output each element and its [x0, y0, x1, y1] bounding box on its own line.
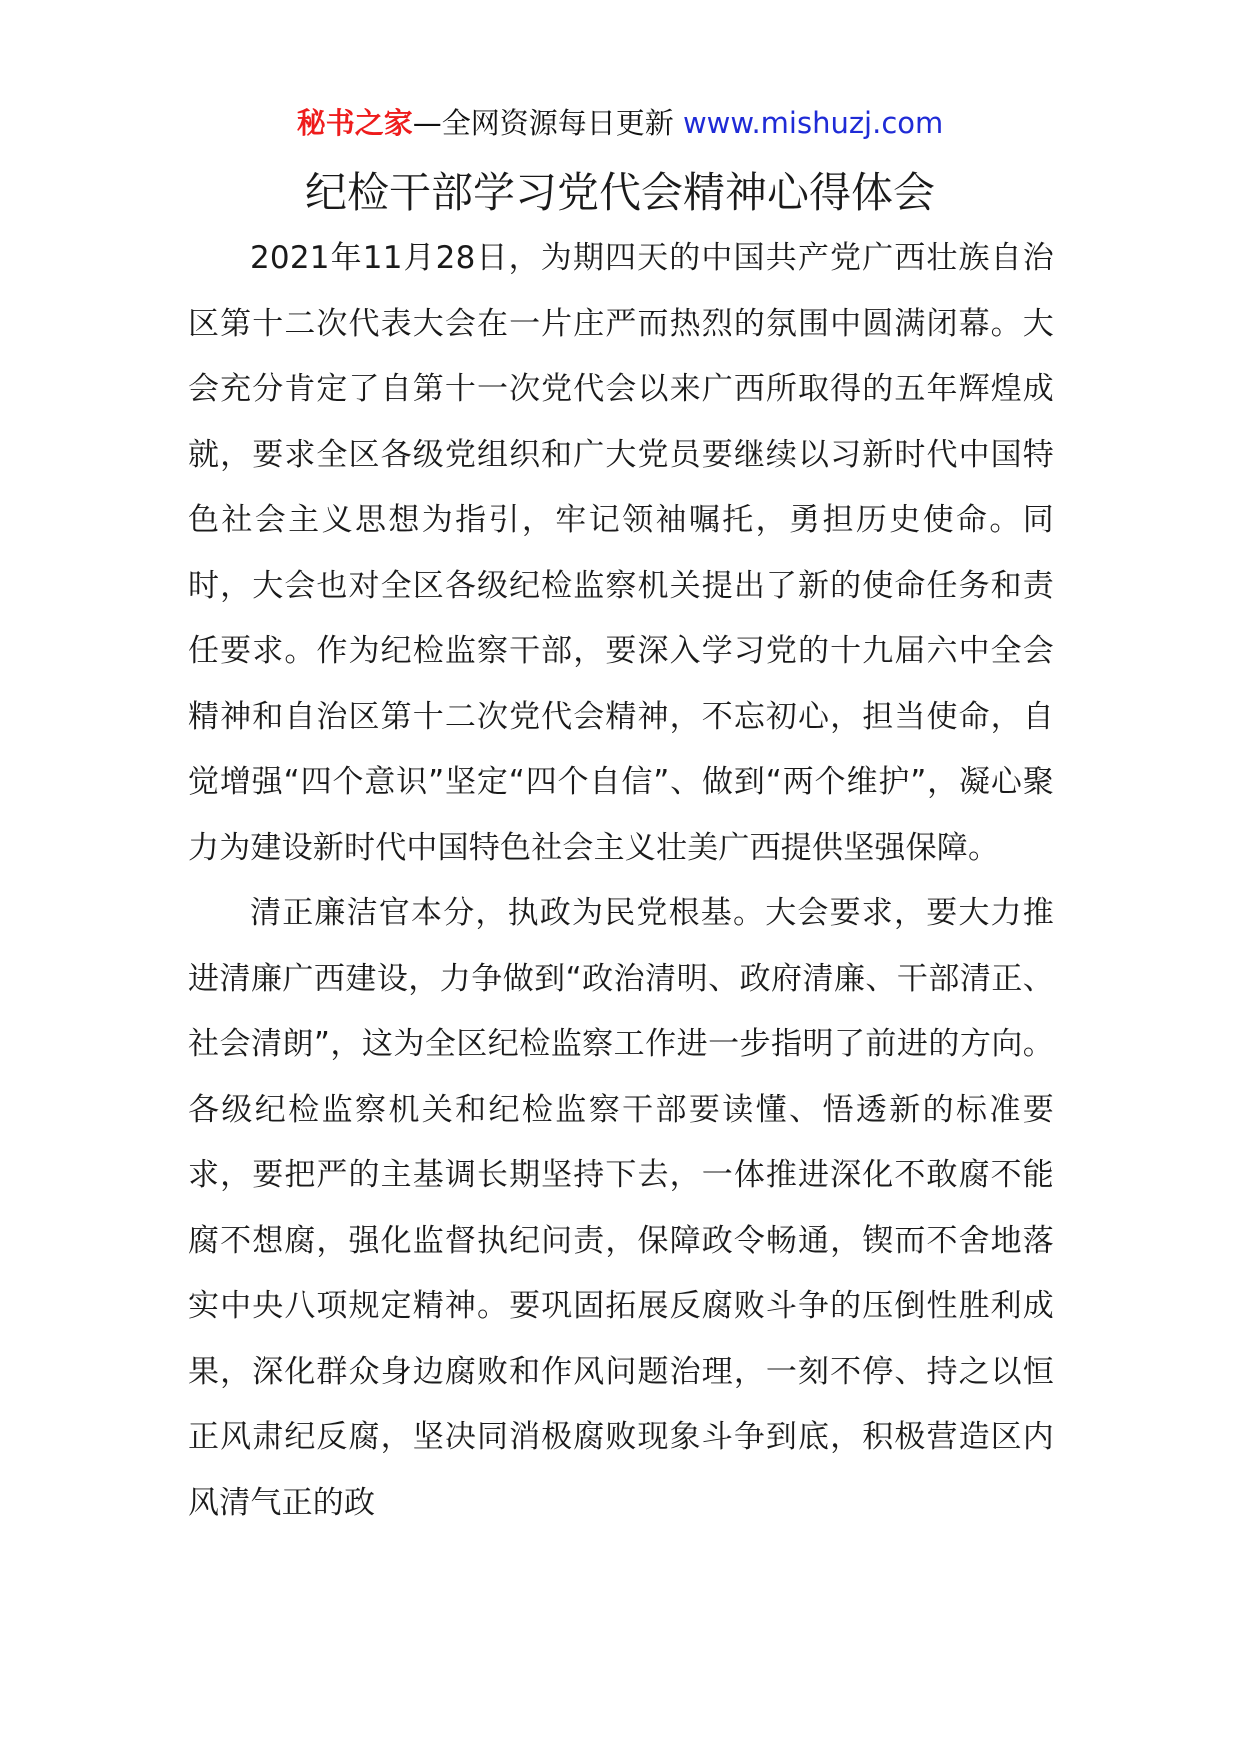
document-title: 纪检干部学习党代会精神心得体会	[304, 168, 935, 217]
site-header	[0, 103, 1240, 143]
paragraph: 2021年11月28日，为期四天的中国共产党广西壮族自治区第十二次代表大会在一片庄严而热烈的氛围中圆满闭幕。大会充分肯定了自第十一次党代会以来广西所取得的五年辉煌成就，要求全区各级党组织和广大党员要继续以习新时代中国特色社会主义思想为指引，牢记领袖嘱托，勇担历史使命。同时，大会也对全区各级纪检监察机关提出了新的使命任务和责任要求。作为纪检监察干部，要深入学习党的十九届六中全会精神和自治区第十二次党代会精神，不忘初心，担当使命，自觉增强“四个意识”坚定“四个自信”、做到“两个维护”，凝心聚力为建设新时代中国特色社会主义壮美广西提供坚强保障。	[188, 240, 1054, 866]
document-body	[188, 226, 1054, 1536]
site-url-link[interactable]: www.mishuzj.com	[682, 106, 944, 140]
paragraph: 清正廉洁官本分，执政为民党根基。大会要求，要大力推进清廉广西建设，力争做到“政治清明、政府清廉、干部清正、社会清朗”，这为全区纪检监察工作进一步指明了前进的方向。各级纪检监察机关和纪检监察干部要读懂、悟透新的标准要求，要把严的主基调长期坚持下去，一体推进深化不敢腐不能腐不想腐，强化监督执纪问责，保障政令畅通，锲而不舍地落实中央八项规定精神。要巩固拓展反腐败斗争的压倒性胜利成果，深化群众身边腐败和作风问题治理，一刻不停、持之以恒正风肃纪反腐，坚决同消极腐败现象斗争到底，积极营造区内风清气正的政	[188, 895, 1054, 1521]
site-tagline: —全网资源每日更新	[412, 106, 674, 140]
site-brand: 秘书之家	[296, 106, 413, 140]
